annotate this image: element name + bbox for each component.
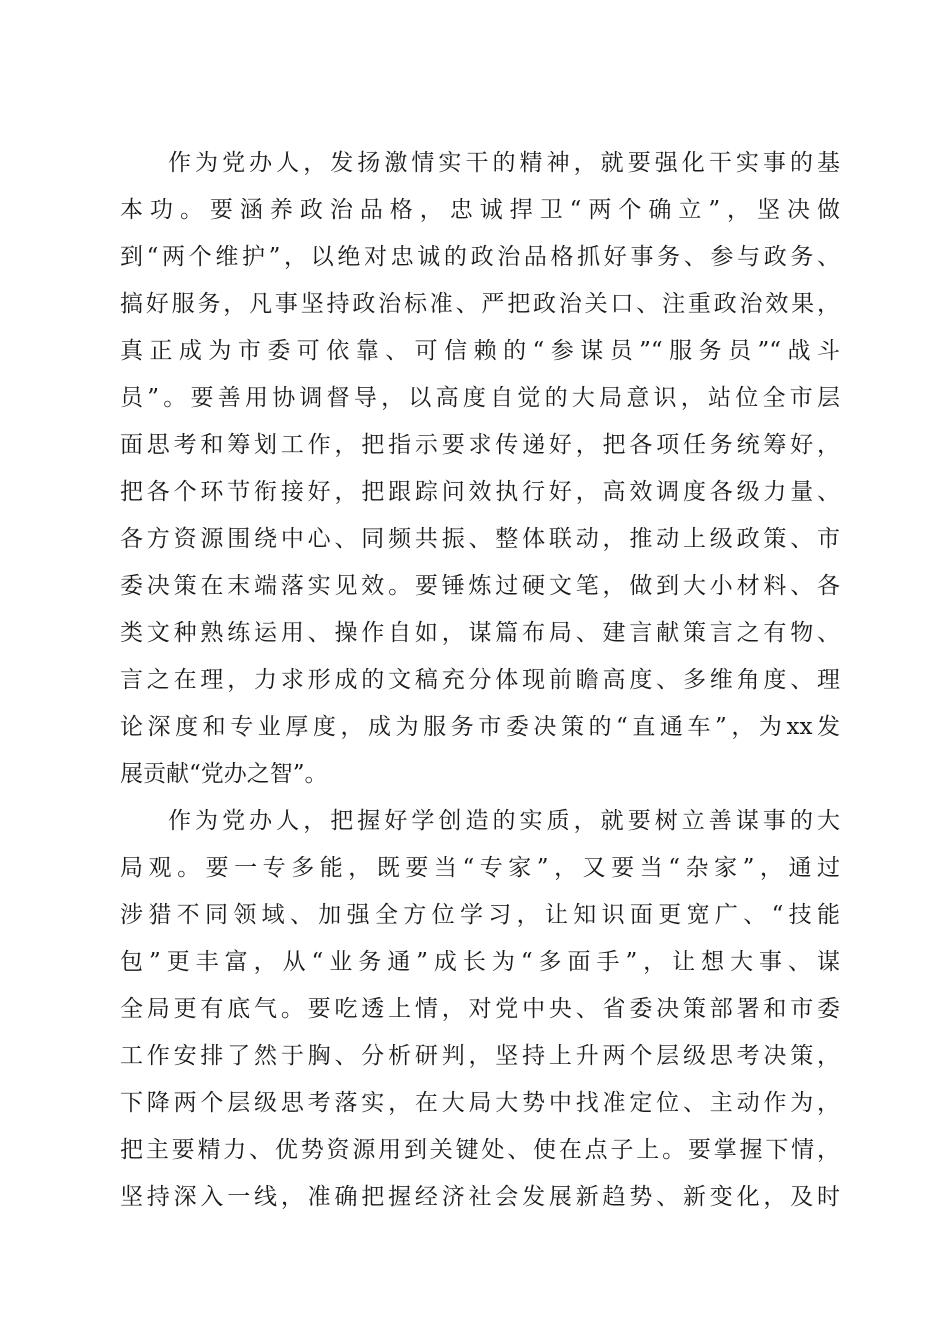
- text-line: 下降两个层级思考落实，在大局大势中找准定位、主动作为，: [120, 1090, 840, 1116]
- paragraph-1: [120, 140, 840, 798]
- text-line: 局观。要一专多能，既要当“专家”，又要当“杂家”，通过: [120, 855, 840, 881]
- text-line: 工作安排了然于胸、分析研判，坚持上升两个层级思考决策，: [120, 1043, 840, 1069]
- text-line: 真正成为市委可依靠、可信赖的“参谋员”“服务员”“战斗: [120, 338, 840, 364]
- text-line: 论深度和专业厚度，成为服务市委决策的“直通车”，为xx发: [120, 714, 840, 740]
- text-line: 到“两个维护”，以绝对忠诚的政治品格抓好事务、参与政务、: [120, 244, 840, 270]
- text-line: 委决策在末端落实见效。要锤炼过硬文笔，做到大小材料、各: [120, 573, 840, 599]
- paragraph-2: [120, 798, 840, 1221]
- text-line: 把主要精力、优势资源用到关键处、使在点子上。要掌握下情，: [120, 1137, 840, 1163]
- text-line: 展贡献“党办之智”。: [120, 761, 328, 787]
- text-line: 本功。要涵养政治品格，忠诚捍卫“两个确立”，坚决做: [120, 197, 840, 223]
- text-line: 涉猎不同领域、加强全方位学习，让知识面更宽广、“技能: [120, 902, 840, 928]
- text-line: 作为党办人，把握好学创造的实质，就要树立善谋事的大: [168, 808, 840, 834]
- text-line: 包”更丰富，从“业务通”成长为“多面手”，让想大事、谋: [120, 949, 840, 975]
- text-line: 言之在理，力求形成的文稿充分体现前瞻高度、多维角度、理: [120, 667, 840, 693]
- text-line: 员”。要善用协调督导，以高度自觉的大局意识，站位全市层: [120, 385, 840, 411]
- text-line: 各方资源围绕中心、同频共振、整体联动，推动上级政策、市: [120, 526, 840, 552]
- text-line: 作为党办人，发扬激情实干的精神，就要强化干实事的基: [168, 150, 840, 176]
- text-line: 把各个环节衔接好，把跟踪问效执行好，高效调度各级力量、: [120, 479, 840, 505]
- text-line: 搞好服务，凡事坚持政治标准、严把政治关口、注重政治效果，: [120, 291, 840, 317]
- text-line: 面思考和筹划工作，把指示要求传递好，把各项任务统筹好，: [120, 432, 840, 458]
- document-body: [120, 140, 840, 1221]
- text-line: 坚持深入一线，准确把握经济社会发展新趋势、新变化，及时: [120, 1184, 840, 1210]
- text-line: 类文种熟练运用、操作自如，谋篇布局、建言献策言之有物、: [120, 620, 840, 646]
- text-line: 全局更有底气。要吃透上情，对党中央、省委决策部署和市委: [120, 996, 840, 1022]
